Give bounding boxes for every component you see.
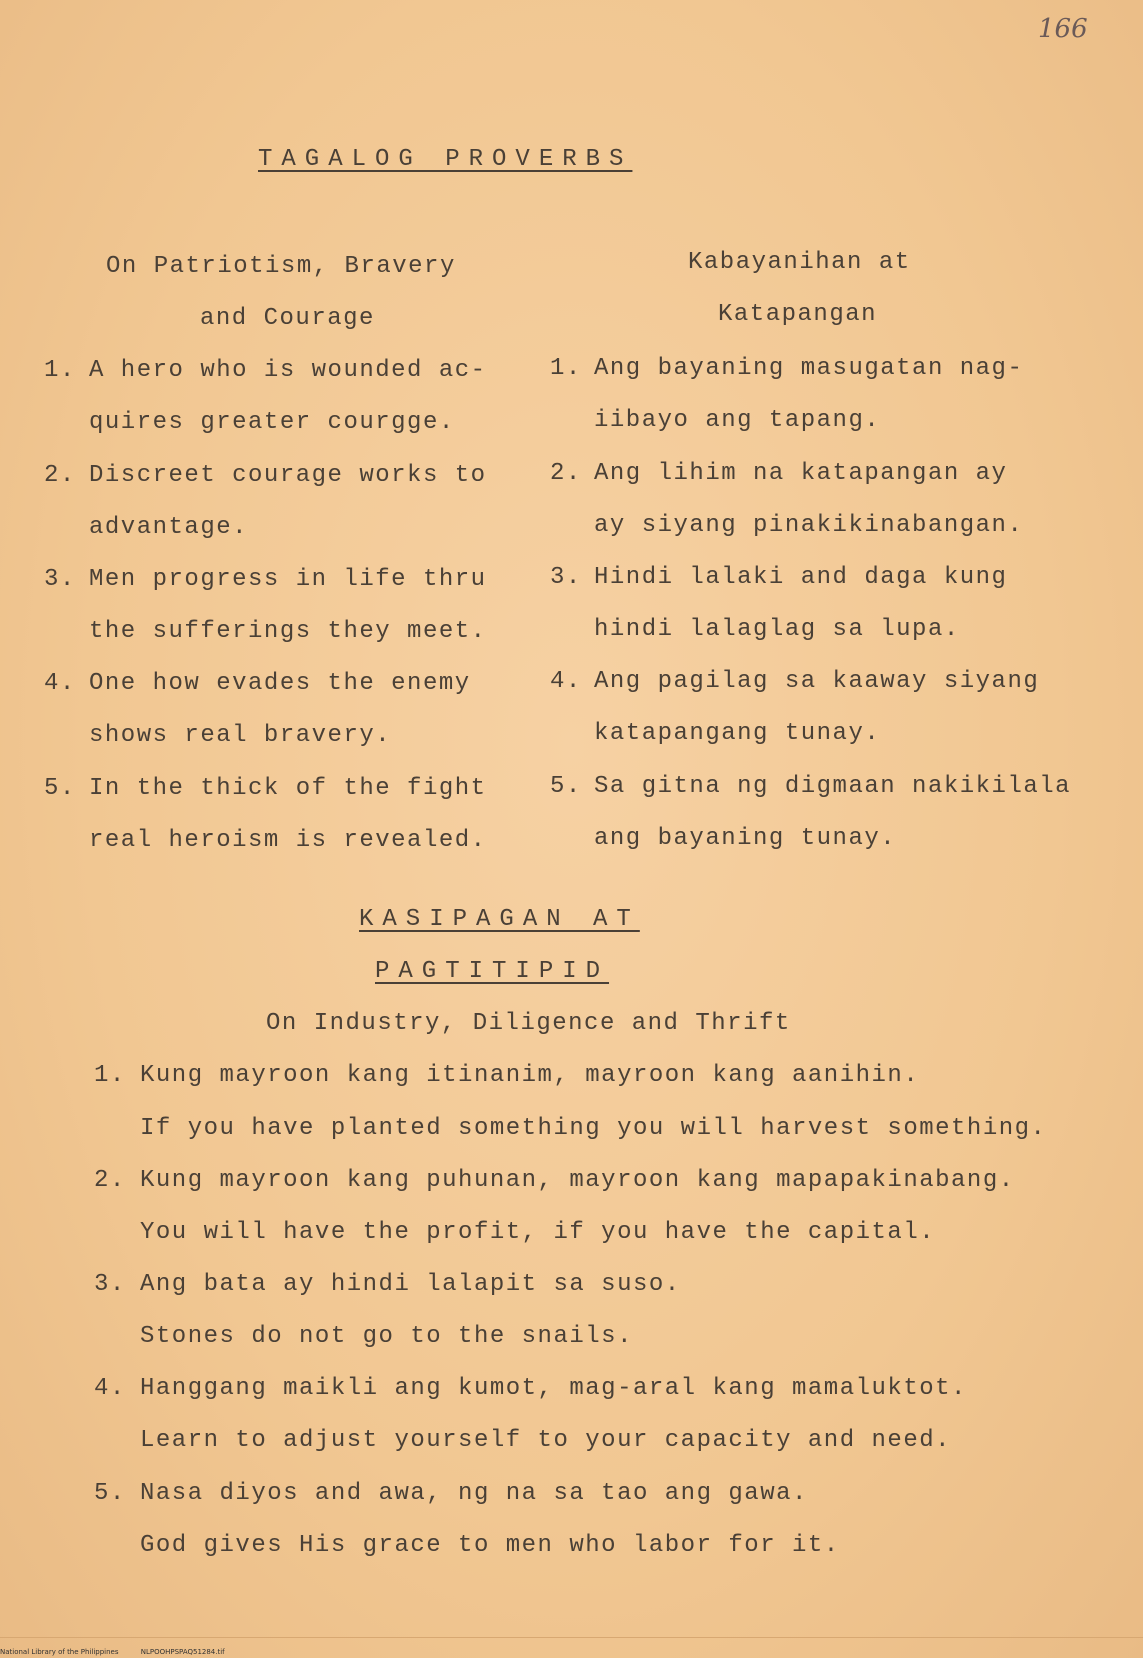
left-item-line: shows real bravery. (89, 722, 392, 749)
left-item-line: advantage. (89, 514, 249, 541)
right-item-number: 5. (550, 773, 582, 800)
right-item-number: 2. (550, 460, 582, 487)
page-number: 166 (1038, 14, 1088, 44)
left-item-number: 5. (44, 775, 76, 802)
proverb-tagalog: Kung mayroon kang puhunan, mayroon kang mapapakinabang. (140, 1167, 1015, 1194)
left-item-number: 2. (44, 462, 76, 489)
left-item-line: A hero who is wounded ac- (89, 357, 487, 384)
left-item-line: One how evades the enemy (89, 670, 471, 697)
proverb-english: You will have the profit, if you have the capital. (140, 1219, 936, 1246)
right-item-line: hindi lalaglag sa lupa. (594, 616, 960, 643)
section-title-line1: KASIPAGAN AT (359, 906, 640, 933)
right-heading-line2: Katapangan (718, 301, 878, 328)
proverb-tagalog: Ang bata ay hindi lalapit sa suso. (140, 1271, 681, 1298)
left-item-line: In the thick of the fight (89, 775, 487, 802)
section-subtitle: On Industry, Diligence and Thrift (266, 1010, 791, 1037)
right-item-number: 3. (550, 564, 582, 591)
right-item-line: Ang bayaning masugatan nag- (594, 355, 1024, 382)
proverb-number: 2. (94, 1167, 126, 1194)
proverb-tagalog: Hanggang maikli ang kumot, mag-aral kang mamaluktot. (140, 1375, 967, 1402)
left-item-line: the sufferings they meet. (89, 618, 487, 645)
right-item-number: 1. (550, 355, 582, 382)
left-item-number: 4. (44, 670, 76, 697)
left-item-line: quires greater courgge. (89, 409, 455, 436)
proverb-english: Learn to adjust yourself to your capacity and need. (140, 1427, 952, 1454)
proverb-english: Stones do not go to the snails. (140, 1323, 633, 1350)
right-item-line: Hindi lalaki and daga kung (594, 564, 1008, 591)
left-item-number: 1. (44, 357, 76, 384)
right-item-number: 4. (550, 668, 582, 695)
left-item-line: real heroism is revealed. (89, 827, 487, 854)
section-title-line2: PAGTITIPID (375, 958, 610, 985)
left-heading-line1: On Patriotism, Bravery (106, 253, 456, 280)
right-item-line: Ang lihim na katapangan ay (594, 460, 1008, 487)
proverb-tagalog: Nasa diyos and awa, ng na sa tao ang gawa. (140, 1480, 808, 1507)
scan-footer (0, 1648, 245, 1656)
proverb-english: God gives His grace to men who labor for it. (140, 1532, 840, 1559)
right-item-line: ay siyang pinakikinabangan. (594, 512, 1024, 539)
right-item-line: Sa gitna ng digmaan nakikilala (594, 773, 1072, 800)
page-fold-line (0, 1637, 1143, 1638)
right-heading-line1: Kabayanihan at (688, 249, 911, 276)
footer-library: National Library of the Philippines (0, 1648, 119, 1656)
left-item-line: Men progress in life thru (89, 566, 487, 593)
proverb-number: 4. (94, 1375, 126, 1402)
proverb-number: 1. (94, 1062, 126, 1089)
right-item-line: iibayo ang tapang. (594, 407, 881, 434)
footer-file: NLPOOHPSPAQ51284.tif (140, 1648, 225, 1656)
left-item-number: 3. (44, 566, 76, 593)
page-title: TAGALOG PROVERBS (258, 146, 633, 173)
proverb-number: 5. (94, 1480, 126, 1507)
left-heading-line2: and Courage (200, 305, 375, 332)
proverb-number: 3. (94, 1271, 126, 1298)
proverb-tagalog: Kung mayroon kang itinanim, mayroon kang aanihin. (140, 1062, 920, 1089)
right-item-line: ang bayaning tunay. (594, 825, 897, 852)
right-item-line: katapangang tunay. (594, 720, 881, 747)
proverb-english: If you have planted something you will harvest something. (140, 1115, 1047, 1142)
right-item-line: Ang pagilag sa kaaway siyang (594, 668, 1040, 695)
left-item-line: Discreet courage works to (89, 462, 487, 489)
